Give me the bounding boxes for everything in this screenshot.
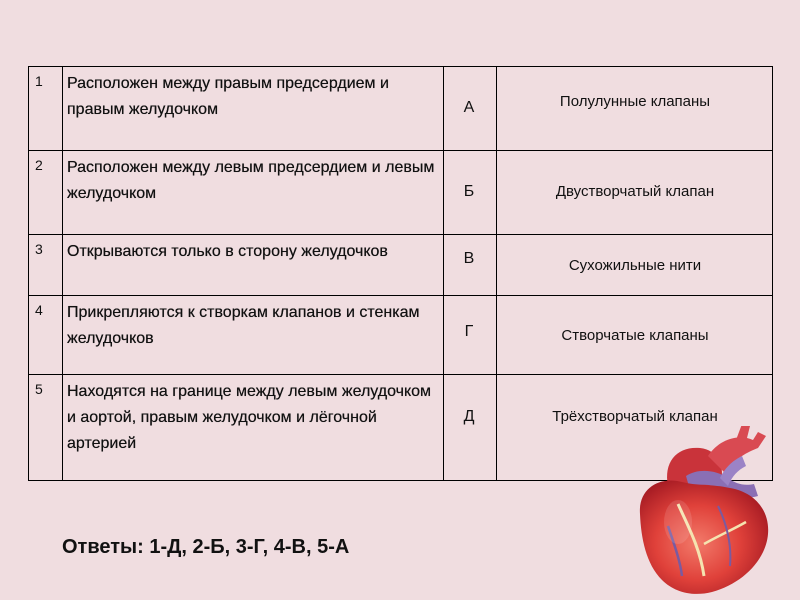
row-number: 4: [35, 302, 43, 318]
table-row: [29, 295, 772, 374]
row-answer-option: Створчатые клапаны: [561, 327, 709, 344]
row-number: 3: [35, 241, 43, 257]
row-letter: Б: [463, 183, 475, 200]
row-number: 5: [35, 381, 43, 397]
table-row: [29, 150, 772, 234]
heart-anatomy-icon: [608, 426, 786, 598]
matching-table: [28, 66, 773, 481]
row-answer-option: Двустворчатый клапан: [555, 183, 715, 200]
row-description: Находятся на границе между левым желудочком и аортой, правым желудочком и лёгочной артерией: [67, 383, 432, 452]
row-letter: Г: [464, 323, 474, 340]
row-description: Открываются только в сторону желудочков: [67, 243, 388, 260]
row-answer-option: Сухожильные нити: [568, 257, 702, 274]
row-description: Расположен между левым предсердием и левым желудочком: [67, 159, 435, 202]
row-letter: А: [463, 99, 475, 116]
row-letter: Д: [463, 408, 475, 425]
table-row: [29, 234, 772, 295]
row-answer-option: Трёхстворчатый клапан: [552, 408, 718, 425]
answers-line: Ответы: 1-Д, 2-Б, 3-Г, 4-В, 5-А: [62, 536, 350, 558]
row-number: 1: [35, 73, 43, 89]
row-number: 2: [35, 157, 43, 173]
row-description: Расположен между правым предсердием и правым желудочком: [67, 75, 389, 118]
row-answer-option: Полулунные клапаны: [559, 93, 711, 110]
table-row: [29, 67, 772, 150]
row-description: Прикрепляются к створкам клапанов и стенкам желудочков: [67, 304, 420, 347]
row-letter: В: [463, 250, 475, 267]
